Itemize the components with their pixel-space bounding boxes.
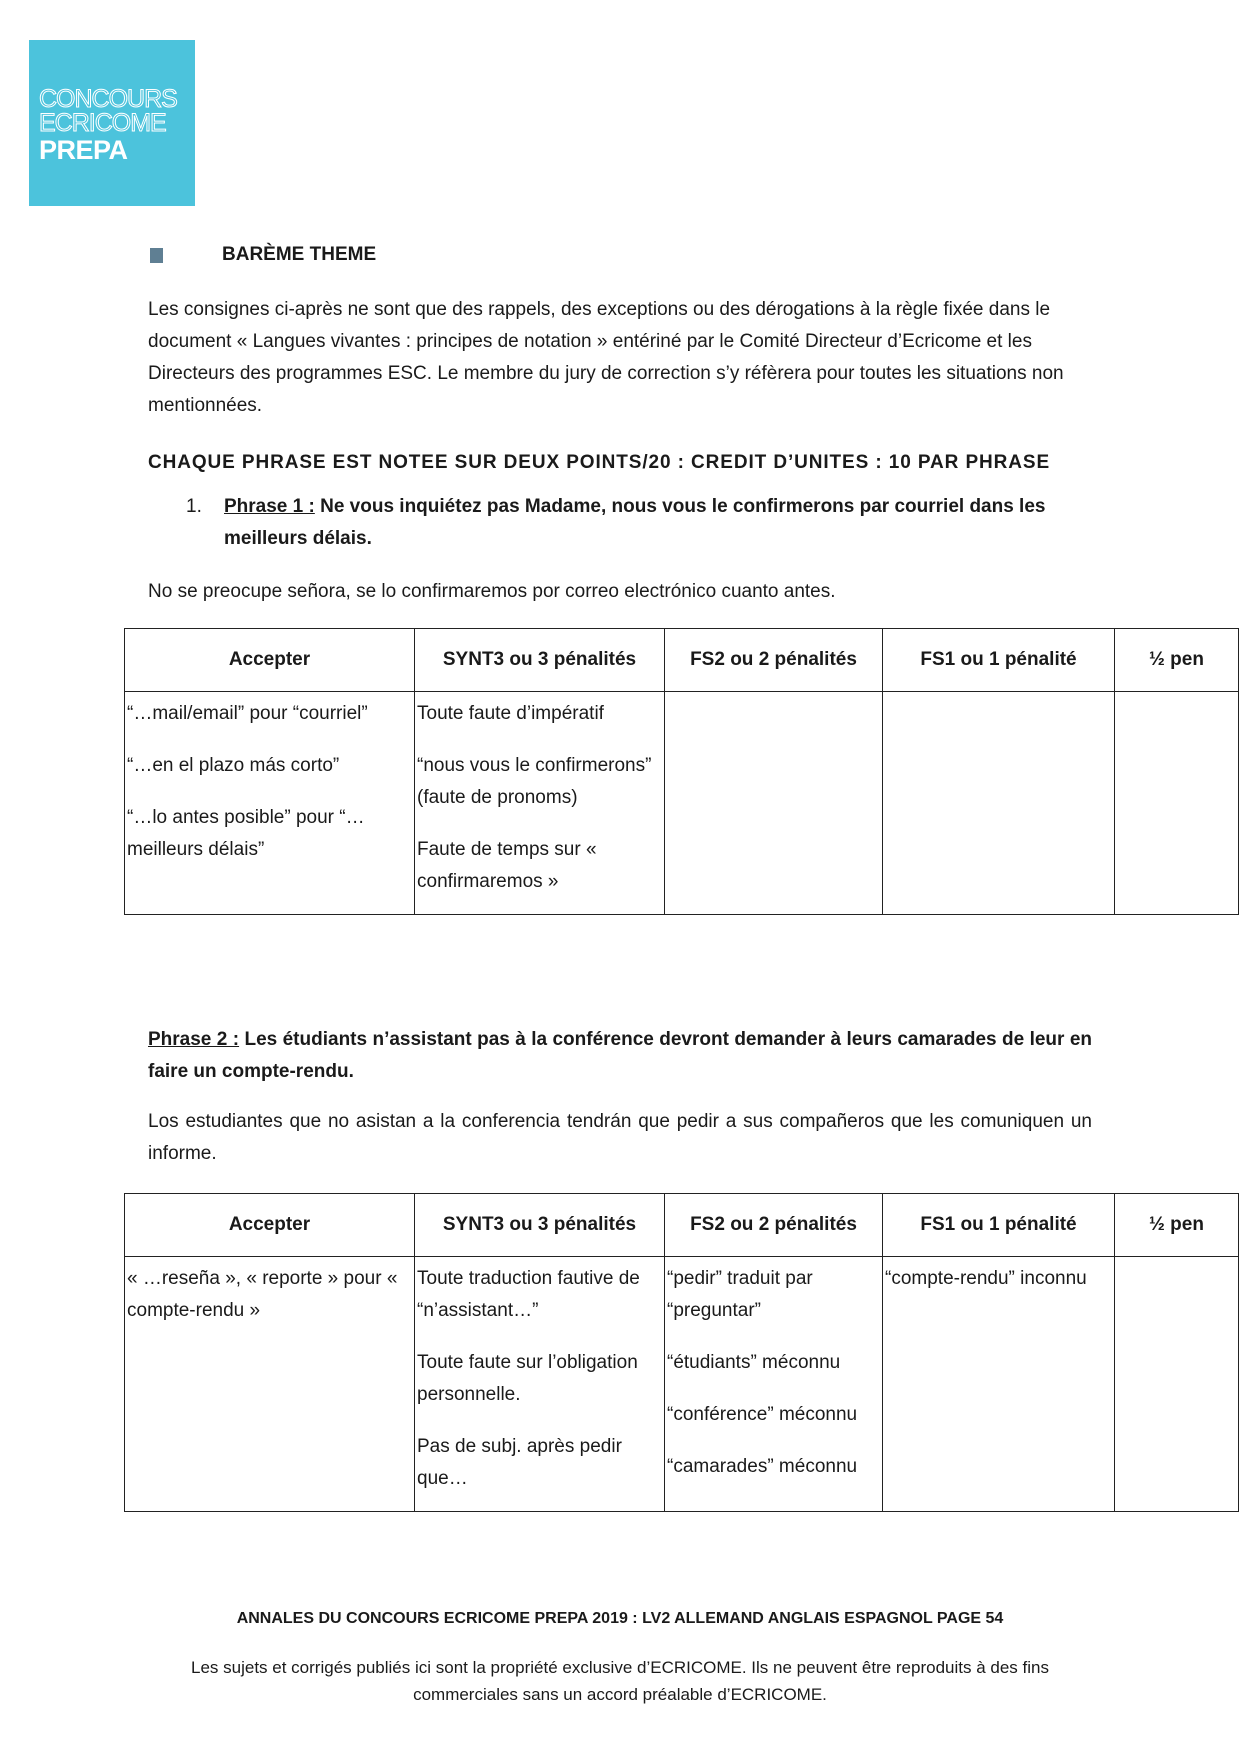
header-fs1: FS1 ou 1 pénalité [883,629,1115,692]
cell-entry: Pas de subj. après pedir que… [417,1436,622,1489]
square-bullet-icon [150,248,163,263]
cell-half-pen [1115,692,1239,915]
intro-paragraph: Les consignes ci-après ne sont que des rappels, des exceptions ou des dérogations à la règle fixée dans le document « Langues vivantes : principes de notation » entériné par le Comité Directeur d’Ecricome et les Directeurs des programmes ESC. Le membre du jury de correction s’y réfèrera pour toutes les situations non mentionnées. [148,299,1064,416]
phrase-1-number: 1. [186,496,202,517]
phrase-2-translation: Los estudiantes que no asistan a la conferencia tendrán que pedir a sus compañeros que les comuniquen un informe. [148,1111,1092,1164]
cell-entry: “…mail/email” pour “courriel” [127,703,368,724]
phrase-1-label: Phrase 1 : [224,496,315,517]
cell-entry: “…lo antes posible” pour “…meilleurs délais” [127,807,365,860]
header-accept: Accepter [125,1194,415,1257]
cell-entry: Toute faute d’impératif [417,703,604,724]
phrase-2-text: Les étudiants n’assistant pas à la conférence devront demander à leurs camarades de leur en faire un compte-rendu. [148,1029,1093,1082]
cell-entry: Toute faute sur l’obligation personnelle. [417,1352,638,1405]
scoring-rule: CHAQUE PHRASE EST NOTEE SUR DEUX POINTS/20 : CREDIT D’UNITES : 10 PAR PHRASE [148,452,1051,473]
header-synt3: SYNT3 ou 3 pénalités [415,1194,665,1257]
table-row [125,692,1239,915]
cell-entry: “nous vous le confirmerons” (faute de pronoms) [417,755,652,808]
header-half-pen: ½ pen [1115,629,1239,692]
cell-fs2 [665,692,883,915]
logo-line-3: PREPA [39,135,128,165]
cell-entry: “…en el plazo más corto” [127,755,340,776]
cell-synt3 [415,1257,665,1512]
cell-fs2 [665,1257,883,1512]
header-fs2: FS2 ou 2 pénalités [665,1194,883,1257]
cell-half-pen [1115,1257,1239,1512]
cell-accept [125,692,415,915]
cell-entry: “conférence” méconnu [667,1404,858,1425]
grading-table-1 [124,628,1239,915]
phrase-1-statement [186,491,1106,555]
section-title: BARÈME THEME [222,244,377,265]
phrase-2-statement [148,1024,1092,1088]
header-fs2: FS2 ou 2 pénalités [665,629,883,692]
cell-entry: Toute traduction fautive de “n’assistant…” [417,1268,640,1321]
footer-note: Les sujets et corrigés publiés ici sont la propriété exclusive d’ECRICOME. Ils ne peuvent être reproduits à des fins commerciales sans un accord préalable d’ECRICOME. [191,1658,1049,1704]
logo-line-1: CONCOURS [39,85,177,113]
cell-synt3 [415,692,665,915]
phrase-2-label: Phrase 2 : [148,1029,240,1050]
cell-fs1 [883,1257,1115,1512]
logo-line-2: ECRICOME [39,109,166,137]
cell-fs1 [883,692,1115,915]
header-accept: Accepter [125,629,415,692]
phrase-1-translation: No se preocupe señora, se lo confirmaremos por correo electrónico cuanto antes. [148,581,836,602]
table-row [125,1257,1239,1512]
header-synt3: SYNT3 ou 3 pénalités [415,629,665,692]
cell-entry: “compte-rendu” inconnu [885,1268,1087,1289]
grading-table-2 [124,1193,1239,1512]
ecricome-logo [29,40,195,206]
phrase-1-text: Ne vous inquiétez pas Madame, nous vous le confirmerons par courriel dans les meilleurs délais. [224,496,1046,549]
header-half-pen: ½ pen [1115,1194,1239,1257]
cell-entry: « …reseña », « reporte » pour « compte-rendu » [127,1268,398,1321]
cell-entry: “étudiants” méconnu [667,1352,841,1373]
cell-entry: “pedir” traduit par “preguntar” [667,1268,813,1321]
cell-entry: Faute de temps sur « confirmaremos » [417,839,597,892]
cell-accept [125,1257,415,1512]
table-header-row [125,629,1239,692]
table-header-row [125,1194,1239,1257]
header-fs1: FS1 ou 1 pénalité [883,1194,1115,1257]
footer-title: ANNALES DU CONCOURS ECRICOME PREPA 2019 : LV2 ALLEMAND ANGLAIS ESPAGNOL PAGE 54 [236,1610,1004,1627]
cell-entry: “camarades” méconnu [667,1456,858,1477]
